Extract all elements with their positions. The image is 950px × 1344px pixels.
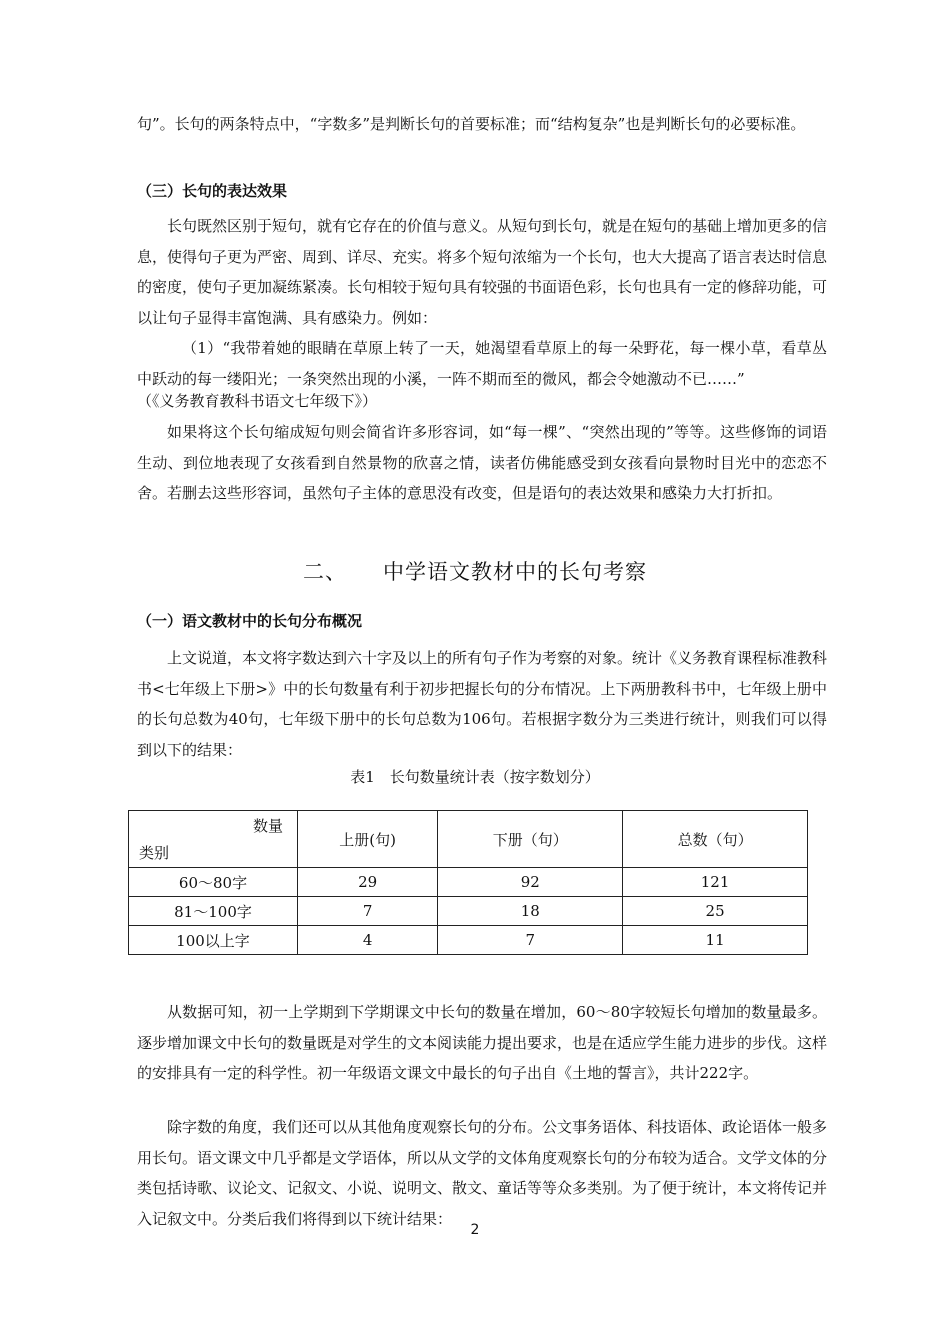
paragraph-data-analysis: 从数据可知，初一上学期到下学期课文中长句的数量在增加，60～80字较短长句增加的数量最多。逐步增加课文中长句的数量既是对学生的文本阅读能力提出要求，也是在适应学生能力进步的步伐。这样的安排具有一定的科学性。初一年级语文课文中最长的句子出自《土地的誓言》，共计222字。	[137, 1003, 828, 1082]
table-cell: 92	[438, 868, 623, 897]
section-heading-expression-effect: （三）长句的表达效果	[137, 182, 288, 200]
example-quote: （1）“我带着她的眼睛在草原上转了一天，她渴望看草原上的每一朵野花，每一棵小草，看草丛中跃动的每一缕阳光；一条突然出现的小溪，一阵不期而至的微风，都会令她激动不已……”	[137, 339, 827, 388]
row-category: 100以上字	[129, 926, 298, 955]
long-sentence-count-table	[128, 810, 808, 955]
table-row	[129, 897, 808, 926]
table-cell: 4	[298, 926, 438, 955]
table-row	[129, 868, 808, 897]
table-header-row	[129, 811, 808, 868]
corner-label-category: 类别	[139, 844, 170, 862]
table-cell: 121	[623, 868, 808, 897]
corner-label-quantity: 数量	[252, 817, 283, 835]
row-category: 60～80字	[129, 868, 298, 897]
chapter-number: 二、	[303, 560, 347, 584]
column-header: 总数（句）	[623, 811, 808, 868]
table-corner-cell	[129, 811, 298, 868]
table-cell: 7	[298, 897, 438, 926]
table-caption: 表1 长句数量统计表（按字数划分）	[350, 768, 600, 786]
row-category: 81～100字	[129, 897, 298, 926]
chapter-title: 中学语文教材中的长句考察	[383, 560, 647, 584]
page-number: 2	[470, 1222, 480, 1238]
table-cell: 29	[298, 868, 438, 897]
paragraph-genre: 除字数的角度，我们还可以从其他角度观察长句的分布。公文事务语体、科技语体、政论语体一般多用长句。语文课文中几乎都是文学语体，所以从文学的文体角度观察长句的分布较为适合。文学文体的分类包括诗歌、议论文、记叙文、小说、说明文、散文、童话等等众多类别。为了便于统计，本文将传记并入记叙文中。分类后我们将得到以下统计结果：	[137, 1118, 828, 1228]
example-source: （《义务教育教科书语文七年级下》）	[137, 392, 378, 410]
paragraph-expression-effect: 长句既然区别于短句，就有它存在的价值与意义。从短句到长句，就是在短句的基础上增加更多的信息，使得句子更为严密、周到、详尽、充实。将多个短句浓缩为一个长句，也大大提高了语言表达时信息的密度，使句子更加凝练紧凑。长句相较于短句具有较强的书面语色彩，长句也具有一定的修辞功能，可以让句子显得丰富饱满、具有感染力。例如：	[137, 217, 828, 327]
column-header: 上册(句)	[298, 811, 438, 868]
table-cell: 18	[438, 897, 623, 926]
table-cell: 25	[623, 897, 808, 926]
paragraph-intro-continued: 句”。长句的两条特点中，“字数多”是判断长句的首要标准；而“结构复杂”也是判断长句的必要标准。	[137, 115, 806, 133]
column-header: 下册（句）	[438, 811, 623, 868]
table-row	[129, 926, 808, 955]
table-cell: 11	[623, 926, 808, 955]
table-cell: 7	[438, 926, 623, 955]
paragraph-analysis: 如果将这个长句缩成短句则会简省许多形容词，如“每一棵”、“突然出现的”等等。这些修饰的词语生动、到位地表现了女孩看到自然景物的欣喜之情，读者仿佛能感受到女孩看向景物时目光中的恋恋不舍。若删去这些形容词，虽然句子主体的意思没有改变，但是语句的表达效果和感染力大打折扣。	[137, 423, 827, 502]
chapter-heading	[0, 556, 950, 586]
section-heading-distribution: （一）语文教材中的长句分布概况	[137, 612, 363, 630]
paragraph-survey: 上文说道，本文将字数达到六十字及以上的所有句子作为考察的对象。统计《义务教育课程标准教科书<七年级上下册>》中的长句数量有利于初步把握长句的分布情况。上下两册教科书中，七年级上册中的长句总数为40句，七年级下册中的长句总数为106句。若根据字数分为三类进行统计，则我们可以得到以下的结果：	[137, 649, 828, 759]
